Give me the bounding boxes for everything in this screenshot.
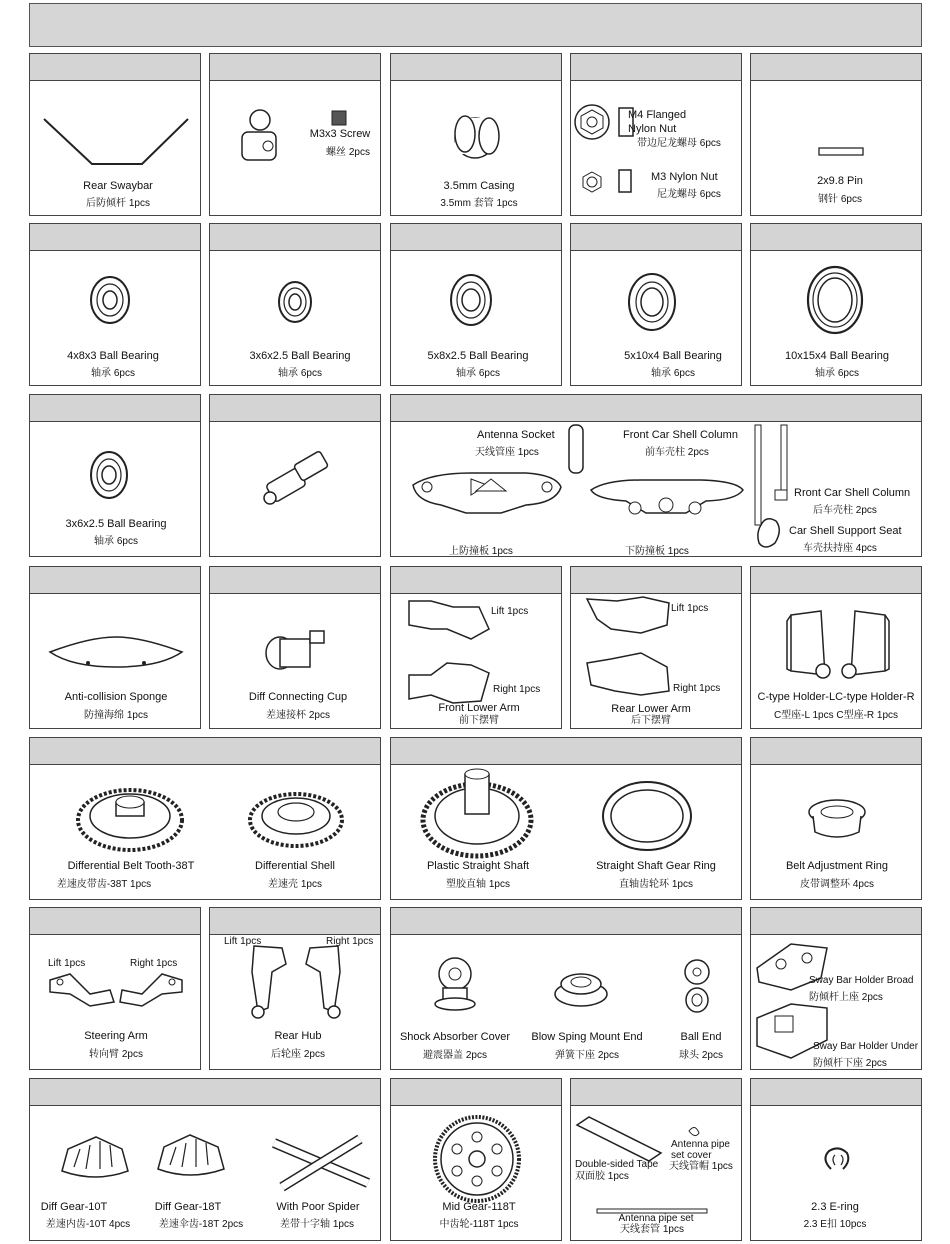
part-qty: 差速内齿-10T 4pcs <box>45 1219 131 1230</box>
pin-icon <box>751 54 922 216</box>
part-name: Diff Connecting Cup <box>248 691 348 703</box>
cell-plastic-shaft <box>390 737 742 900</box>
part-qty: 天线管座 1pcs <box>475 447 539 458</box>
cell-e-ring <box>750 1078 922 1241</box>
part-name: Shock Absorber Cover <box>399 1031 511 1043</box>
part-name: Diff Gear-10T <box>40 1201 108 1213</box>
ring-icon <box>751 738 922 900</box>
part-name: M3x3 Screw <box>309 128 371 140</box>
part-qty: 带边尼龙螺母 6pcs <box>637 138 721 149</box>
part-name: 3x6x2.5 Ball Bearing <box>65 518 167 530</box>
sponge-icon <box>30 567 201 729</box>
part-qty: 塑胶直轴 1pcs <box>446 879 510 890</box>
part-qty: 螺丝 2pcs <box>326 147 370 158</box>
part-name: 5x8x2.5 Ball Bearing <box>427 350 529 362</box>
cell-belt-ring <box>750 737 922 900</box>
arm-right-label: Right 1pcs <box>673 683 721 694</box>
part-qty: 防撞海绵 1pcs <box>84 710 148 721</box>
part-name: M4 Flanged <box>628 109 687 121</box>
hub-right-label: Right 1pcs <box>326 936 374 947</box>
cell-bearing-3x6x2.5-a <box>209 223 381 386</box>
part-qty: 轴承 6pcs <box>815 368 859 379</box>
part-qty: 避震器盖 2pcs <box>423 1050 487 1061</box>
part-qty: 转向臂 2pcs <box>89 1049 143 1060</box>
part-name: 3x6x2.5 Ball Bearing <box>249 350 351 362</box>
part-name: Plastic Straight Shaft <box>426 860 530 872</box>
part-qty: 差速接杯 2pcs <box>266 710 330 721</box>
part-name-2: Nylon Nut <box>628 123 677 135</box>
cell-rear-hub <box>209 907 381 1070</box>
part-name: Front Car Shell Column <box>623 429 738 441</box>
part-qty: 后车壳柱 2pcs <box>813 505 877 516</box>
part-name: Differential Belt Tooth-38T <box>67 860 195 872</box>
part-name: 2x9.8 Pin <box>817 175 863 187</box>
cell-sway-bar-holder <box>750 907 922 1070</box>
part-name: Straight Shaft Gear Ring <box>596 860 716 872</box>
cell-casing <box>390 53 562 216</box>
part-name: Ball End <box>680 1031 722 1043</box>
diff-cup-icon <box>210 567 381 729</box>
part-qty: 防倾杆下座 2pcs <box>813 1058 887 1069</box>
cell-bearing-4x8x3 <box>29 223 201 386</box>
arm-right-label: Right 1pcs <box>493 684 541 695</box>
part-name: Steering Arm <box>84 1030 148 1042</box>
cell-nuts <box>570 53 742 216</box>
part-qty: 皮带调整环 4pcs <box>800 879 874 890</box>
part-name: Antenna Socket <box>477 429 555 441</box>
part-qty: C型座-L 1pcs C型座-R 1pcs <box>773 710 899 721</box>
part-name: Antenna pipe set <box>618 1213 694 1224</box>
part-name: C-type Holder-LC-type Holder-R <box>757 691 915 703</box>
part-qty: 轴承 6pcs <box>651 368 695 379</box>
part-name: Double-sided Tape <box>575 1159 659 1170</box>
part-qty: 差速壳 1pcs <box>268 879 322 890</box>
arm-lift-label: Lift 1pcs <box>48 958 86 969</box>
part-name: 3.5mm Casing <box>443 180 515 192</box>
part-name: Blow Sping Mount End <box>531 1031 643 1043</box>
part-qty: 天线套管 1pcs <box>620 1224 684 1235</box>
part-qty: 差带十字轴 1pcs <box>280 1219 354 1230</box>
cell-shaft-part <box>209 394 381 557</box>
cell-m3x3-screw <box>209 53 381 216</box>
arm-lift-label: Lift 1pcs <box>491 606 529 617</box>
part-name: M3 Nylon Nut <box>651 171 718 183</box>
part-name-2: set cover <box>671 1150 712 1161</box>
arm-lift-label: Lift 1pcs <box>671 603 709 614</box>
cell-rear-lower-arm <box>570 566 742 729</box>
part-qty: 上防撞板 1pcs <box>449 546 513 557</box>
part-qty: 轴承 6pcs <box>278 368 322 379</box>
part-name: 4x8x3 Ball Bearing <box>67 350 159 362</box>
part-qty: 中齿轮-118T 1pcs <box>439 1219 519 1230</box>
part-name: Anti-collision Sponge <box>64 691 168 703</box>
e-ring-icon <box>751 1079 922 1241</box>
part-qty: 后防倾杆 1pcs <box>86 198 150 209</box>
part-qty: 车壳扶持座 4pcs <box>803 543 877 554</box>
part-name: Belt Adjustment Ring <box>785 860 889 872</box>
rear-hub-icon <box>210 908 381 1070</box>
cell-bearing-3x6x2.5-b <box>29 394 201 557</box>
cell-bearing-5x10x4 <box>570 223 742 386</box>
part-qty: 尼龙螺母 6pcs <box>657 189 721 200</box>
part-name: Rront Car Shell Column <box>794 487 911 499</box>
cell-sponge <box>29 566 201 729</box>
cell-differential <box>29 737 381 900</box>
gear-icon <box>30 1079 381 1241</box>
cell-pin <box>750 53 922 216</box>
c-holder-icon <box>751 567 922 729</box>
part-qty: 前车壳柱 2pcs <box>645 447 709 458</box>
part-name: Sway Bar Holder Under <box>813 1041 919 1052</box>
steering-arm-icon <box>30 908 201 1070</box>
part-qty: 天线管帽 1pcs <box>669 1161 733 1172</box>
cell-shock-parts <box>390 907 742 1070</box>
part-name: Differential Shell <box>255 860 335 872</box>
part-qty: 防倾杆上座 2pcs <box>809 992 883 1003</box>
cell-steering-arm <box>29 907 201 1070</box>
cell-rear-swaybar <box>29 53 201 216</box>
hub-lift-label: Lift 1pcs <box>224 936 262 947</box>
gear-icon <box>30 738 381 900</box>
part-qty: 球头 2pcs <box>679 1050 723 1061</box>
cell-antenna-tape <box>570 1078 742 1241</box>
arm-right-label: Right 1pcs <box>130 958 178 969</box>
part-name: Car Shell Support Seat <box>789 525 902 537</box>
part-qty: 双面胶 1pcs <box>575 1171 629 1182</box>
part-qty: 3.5mm 套管 1pcs <box>440 198 518 209</box>
part-name: Front Lower Arm <box>438 702 520 714</box>
cell-mid-gear <box>390 1078 562 1241</box>
part-qty: 轴承 6pcs <box>456 368 500 379</box>
part-qty: 直轴齿轮环 1pcs <box>619 879 693 890</box>
part-qty: 前下摆臂 <box>459 715 499 726</box>
part-qty: 轴承 6pcs <box>94 536 138 547</box>
cell-bearing-10x15x4 <box>750 223 922 386</box>
shaft-icon <box>210 395 381 557</box>
part-name: Mid Gear-118T <box>442 1201 516 1213</box>
bearing-icon <box>30 395 201 557</box>
part-qty: 后轮座 2pcs <box>271 1049 325 1060</box>
part-qty: 下防撞板 1pcs <box>625 546 689 557</box>
part-name: Rear Lower Arm <box>611 703 691 715</box>
gear-icon <box>391 1079 562 1241</box>
part-name: 2.3 E-ring <box>811 1201 859 1213</box>
part-name: Rear Hub <box>274 1030 322 1042</box>
shock-parts-icon <box>391 908 742 1070</box>
part-qty: 差速伞齿-18T 2pcs <box>158 1219 244 1230</box>
part-name: Rear Swaybar <box>83 180 153 192</box>
cell-front-lower-arm <box>390 566 562 729</box>
cell-diff-gears <box>29 1078 381 1241</box>
part-qty: 2.3 E扣 10pcs <box>803 1219 867 1230</box>
part-qty: 差速皮带齿-38T 1pcs <box>56 879 152 890</box>
part-name: With Poor Spider <box>276 1201 360 1213</box>
cell-diff-cup <box>209 566 381 729</box>
part-name: 5x10x4 Ball Bearing <box>624 350 722 362</box>
gear-icon <box>391 738 742 900</box>
part-name: Antenna pipe <box>671 1139 730 1150</box>
part-name: 10x15x4 Ball Bearing <box>785 350 889 362</box>
part-qty: 钢针 6pcs <box>818 194 862 205</box>
part-qty: 弹簧下座 2pcs <box>555 1050 619 1061</box>
part-qty: 轴承 6pcs <box>91 368 135 379</box>
page-header-bar <box>29 3 922 47</box>
cell-bumper-set <box>390 394 922 557</box>
part-name: Diff Gear-18T <box>154 1201 222 1213</box>
part-name: Sway Bar Holder Broad <box>809 975 914 986</box>
part-qty: 后下摆臂 <box>631 715 671 726</box>
cell-c-holder <box>750 566 922 729</box>
cell-bearing-5x8x2.5 <box>390 223 562 386</box>
